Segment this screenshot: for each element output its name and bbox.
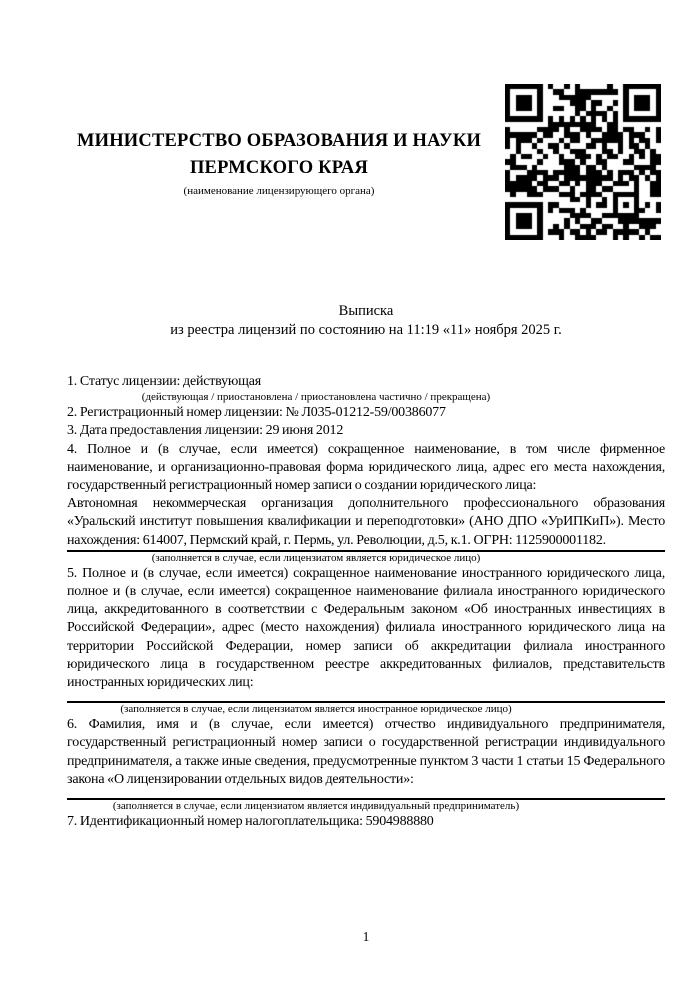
registration-number-item: 2. Регистрационный номер лицензии: № Л035-01212-59/00386077 <box>67 405 446 421</box>
document-title-block <box>67 302 665 340</box>
legal-entity-caption: (заполняется в случае, если лицензиатом является юридическое лицо) <box>151 551 481 564</box>
document-subtitle: из реестра лицензий по состоянию на 11:19 «11» ноября 2025 г. <box>170 322 562 338</box>
entrepreneur-caption: (заполняется в случае, если лицензиатом является индивидуальный предприниматель) <box>112 800 520 813</box>
page-number: 1 <box>362 929 370 944</box>
foreign-entity-caption: (заполняется в случае, если лицензиатом является иностранное юридическое лицо) <box>120 703 512 716</box>
license-status-options-caption: (действующая / приостановлена / приостановлена частично / прекращена) <box>141 391 491 404</box>
entrepreneur-value <box>67 789 665 798</box>
entrepreneur-label: 6. Фамилия, имя и (в случае, если имеется) отчество индивидуального предпринимателя, государственный регистрационный номер записи о государственной регистрации индивидуального предпринимателя, а также иные сведения, предусмотренные пунктом 3 части 1 статьи 15 Федерального закона «О лицензировании отдельных видов деятельности»: <box>67 717 665 787</box>
document-title: Выписка <box>338 303 394 319</box>
licensing-authority-header <box>67 128 491 198</box>
ministry-name-line1: МИНИСТЕРСТВО ОБРАЗОВАНИЯ И НАУКИ <box>76 131 482 151</box>
foreign-entity-value <box>67 692 665 701</box>
license-status-item: 1. Статус лицензии: действующая <box>67 374 262 389</box>
document-body <box>67 373 665 831</box>
ministry-name-line2: ПЕРМСКОГО КРАЯ <box>189 158 369 178</box>
legal-entity-label: 4. Полное и (в случае, если имеется) сокращенное наименование, в том числе фирменное наименование, и организационно-правовая форма юридического лица, адрес его места нахождения, государственный регистрационный номер записи о создании юридического лица: <box>67 441 665 494</box>
grant-date-item: 3. Дата предоставления лицензии: 29 июня 2012 <box>67 423 344 439</box>
authority-caption: (наименование лицензирующего органа) <box>183 185 375 197</box>
foreign-entity-label: 5. Полное и (в случае, если имеется) сокращенное наименование иностранного юридического лица, полное и (в случае, если имеется) сокращенное наименование филиала иностранного юридического лица, аккредитованного в соответствии с Федеральным законом «Об иностранных инвестициях в Российской Федерации», адрес (место нахождения) филиала иностранного юридического лица на территории Российской Федерации, номер записи об аккредитации филиала иностранного юридического лица в государственном реестре аккредитованных филиалов, представительств иностранных юридических лиц: <box>67 565 665 691</box>
qr-code-icon <box>505 84 661 240</box>
legal-entity-value: Автономная некоммерческая организация дополнительного профессионального образования «Уральский институт повышения квалификации и переподготовки» (АНО ДПО «УрИПКиП»). Место нахождения: 614007, Пермский край, г. Пермь, ул. Революции, д.5, к.1. ОГРН: 1125900001182. <box>67 496 665 548</box>
taxpayer-number-item: 7. Идентификационный номер налогоплательщика: 5904988880 <box>67 814 434 830</box>
